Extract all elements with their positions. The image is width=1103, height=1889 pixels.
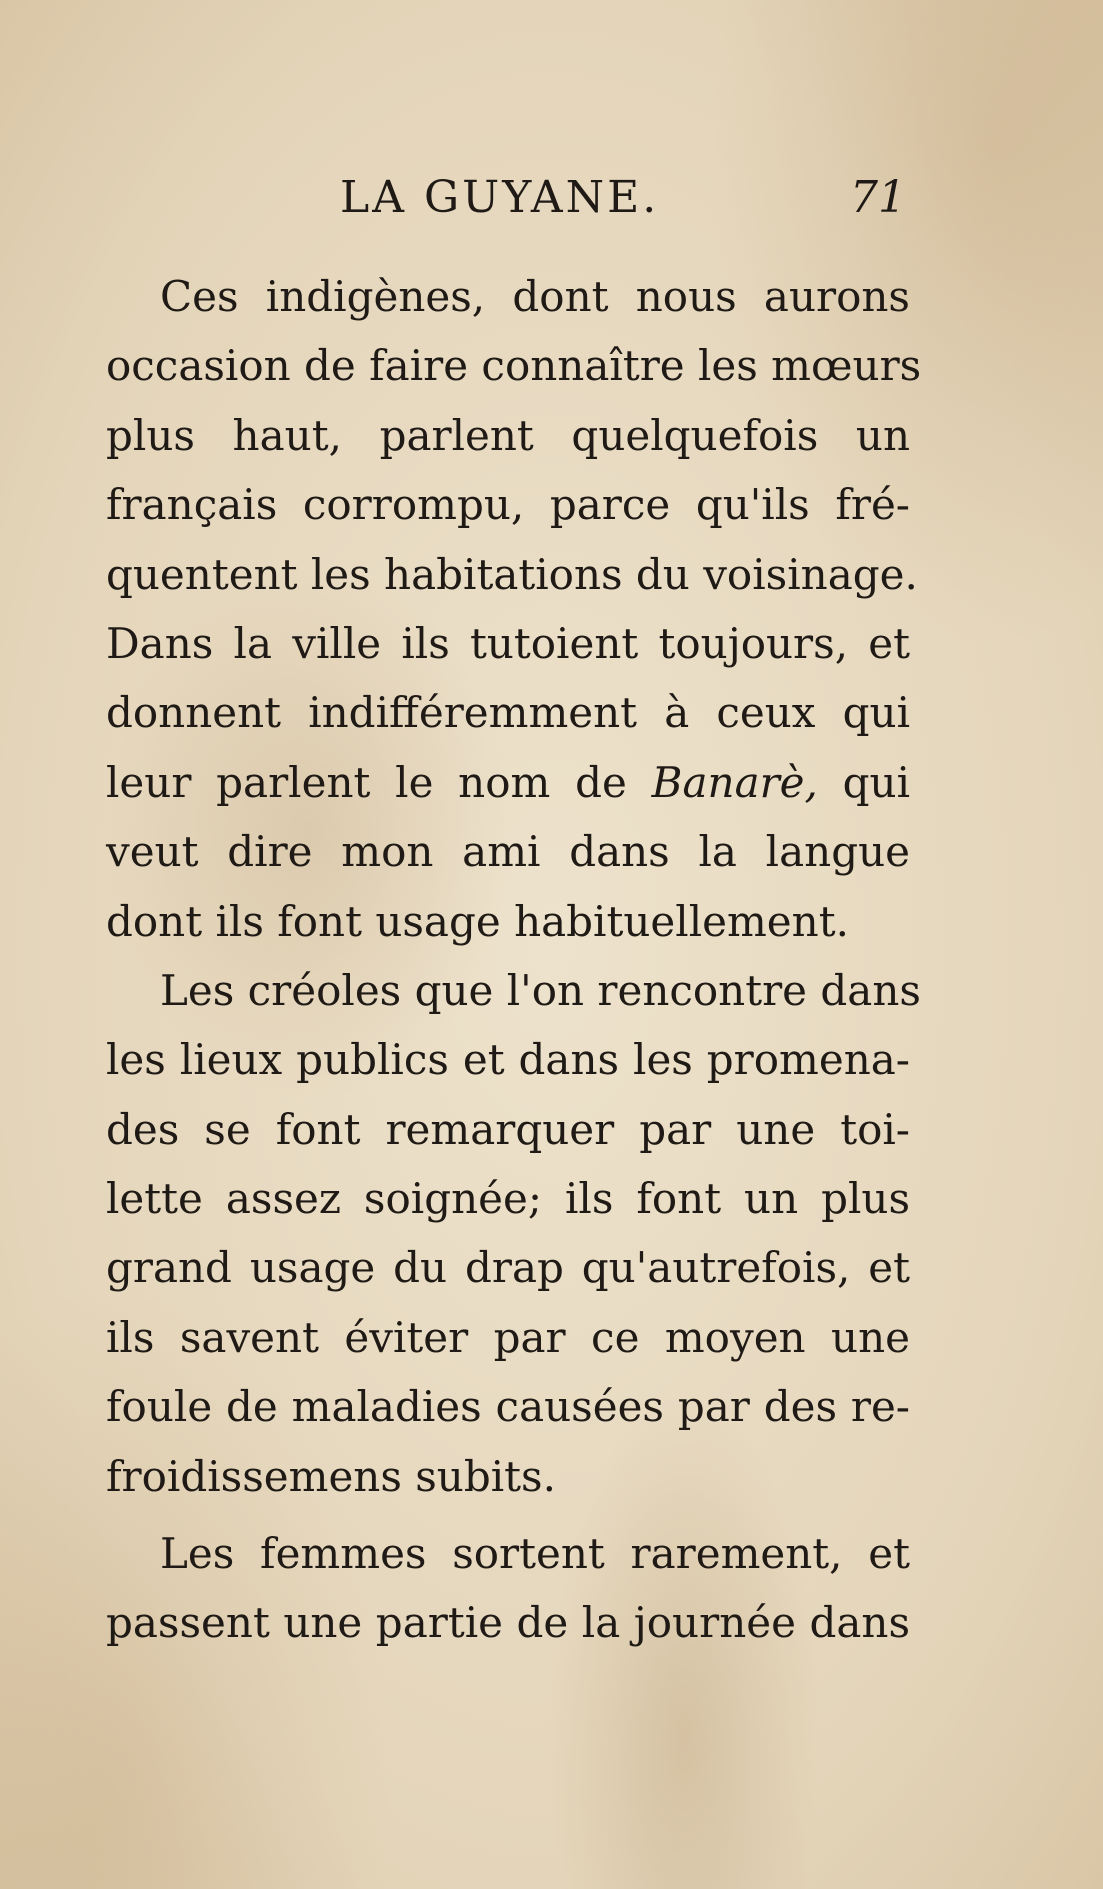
italic-term: Banarè, [651,757,818,807]
running-head [0,172,1103,232]
text-line: Ces indigènes, dont nous aurons [160,272,910,321]
text-line: donnent indifféremment à ceux qui [106,688,910,738]
text-line: lette assez soignée; ils font un plus [106,1174,910,1224]
running-title: LA GUYANE. [340,172,660,223]
text-line: français corrompu, parce qu'ils fré- [106,480,910,530]
text-segment: leur parlent le nom de [106,757,652,807]
text-line: froidissemens subits. [106,1451,556,1501]
text-line: Les créoles que l'on rencontre dans [160,965,921,1015]
text-line: quentent les habitations du voisinage. [106,549,918,599]
body-text [106,262,922,1658]
text-line: des se font remarquer par une toi- [106,1104,910,1154]
text-line: foule de maladies causées par des re- [106,1382,910,1432]
text-segment: qui [817,757,911,807]
text-line: les lieux publics et dans les promena- [106,1035,910,1085]
text-line: Les femmes sortent rarement, et [160,1529,910,1579]
text-line: passent une partie de la journée dans [106,1598,910,1648]
text-line: veut dire mon ami dans la langue [106,827,910,877]
text-line: plus haut, parlent quelquefois un [106,410,910,460]
text-line: occasion de faire connaître les mœurs [106,341,922,391]
text-line: dont ils font usage habituellement. [106,896,849,946]
page-number: 71 [850,172,906,223]
text-line: Dans la ville ils tutoient toujours, et [106,618,910,668]
text-line: ils savent éviter par ce moyen une [106,1312,910,1362]
text-line-with-italic [106,748,910,817]
text-line: grand usage du drap qu'autrefois, et [106,1243,910,1293]
